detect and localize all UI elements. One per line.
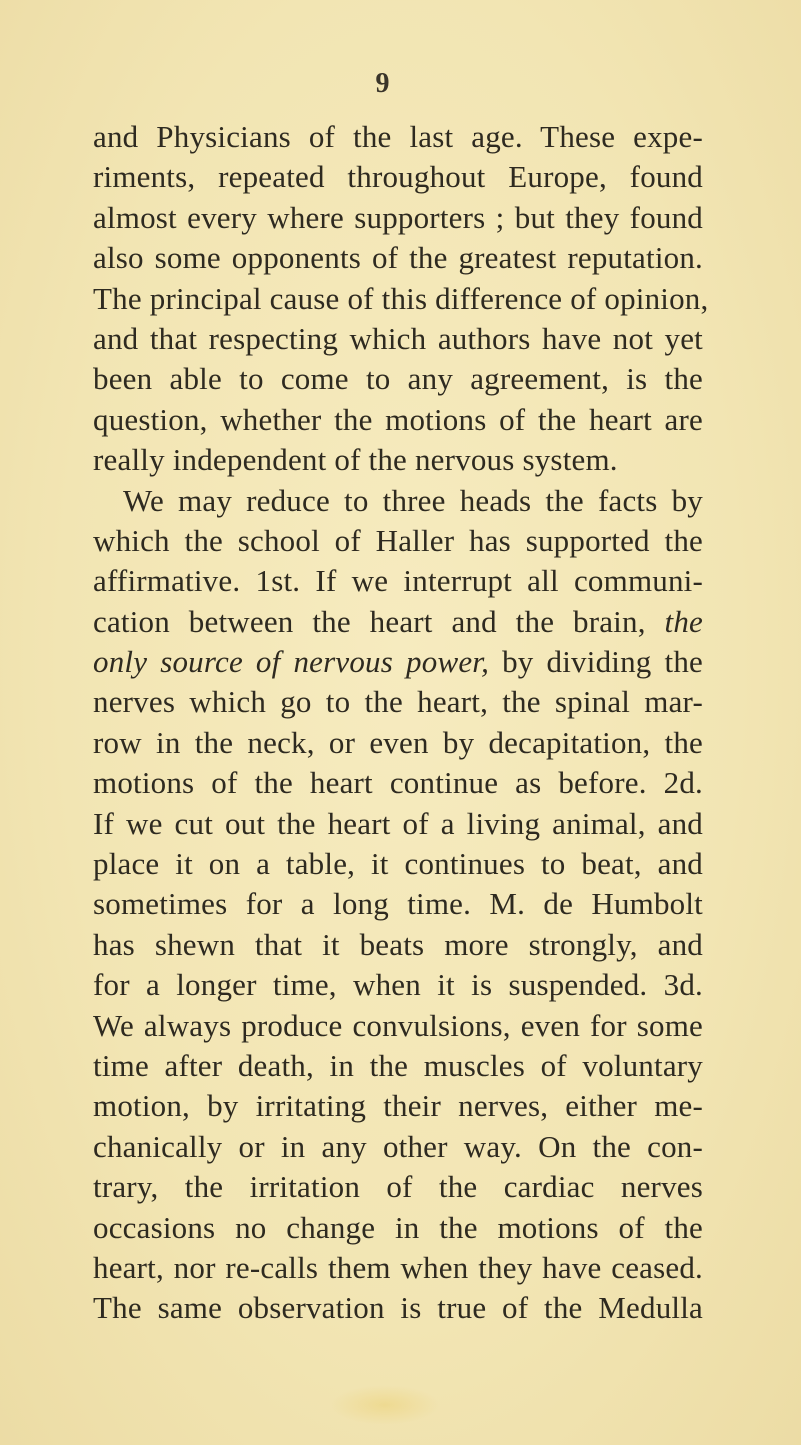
text-line-6: and that respecting which authors have not yet [93,320,703,356]
text-line-19: place it on a table, it continues to beat, and [93,846,703,882]
text-line-28: occasions no change in the motions of the [93,1209,703,1245]
text-line-12: affirmative. 1st. If we interrupt all communi- [93,563,703,599]
text-line-27: trary, the irritation of the cardiac nerves [93,1169,703,1205]
text-line-9-content: really independent of the nervous system. [93,442,618,478]
text-line-21: has shewn that it beats more strongly, and [93,926,703,962]
text-line-9 [93,440,703,480]
text-line-11: which the school of Haller has supported the [93,522,703,558]
text-line-22: for a longer time, when it is suspended. 3d. [93,967,703,1003]
text-line-13-plain: cation between the heart and the brain, [93,603,646,639]
text-line-14-italic: only source of nervous power, [93,644,490,680]
text-line-13-italic: the [664,603,703,639]
text-line-25: motion, by irritating their nerves, either me- [93,1088,703,1124]
text-line-24: time after death, in the muscles of voluntary [93,1047,703,1083]
text-line-29: heart, nor re-calls them when they have ceased. [93,1249,703,1285]
text-line-5: The principal cause of this difference of opinion, [93,280,709,316]
text-line-7: been able to come to any agreement, is the [93,361,703,397]
text-line-8: question, whether the motions of the heart are [93,401,703,437]
text-line-30: The same observation is true of the Medulla [93,1290,703,1326]
text-line-2: riments, repeated throughout Europe, found [93,159,703,195]
text-line-18: If we cut out the heart of a living animal, and [93,805,703,841]
text-line-17: motions of the heart continue as before. 2d. [93,765,703,801]
text-line-20: sometimes for a long time. M. de Humbolt [93,886,703,922]
body-text [93,117,709,1329]
text-line-1: and Physicians of the last age. These expe- [93,119,703,154]
text-line-23: We always produce convulsions, even for some [93,1007,703,1043]
text-line-16: row in the neck, or even by decapitation, the [93,724,703,760]
text-line-13 [93,602,703,642]
page-number: 9 [375,68,390,99]
text-line-14 [93,642,703,682]
text-line-4: also some opponents of the greatest reputation. [93,240,703,276]
text-line-14-plain: by dividing the [489,644,703,680]
text-line-15: nerves which go to the heart, the spinal mar- [93,684,703,720]
paper-stain [330,1385,440,1425]
text-line-3: almost every where supporters ; but they found [93,199,703,235]
text-line-26: chanically or in any other way. On the con- [93,1128,703,1164]
text-line-10: We may reduce to three heads the facts by [123,482,703,518]
